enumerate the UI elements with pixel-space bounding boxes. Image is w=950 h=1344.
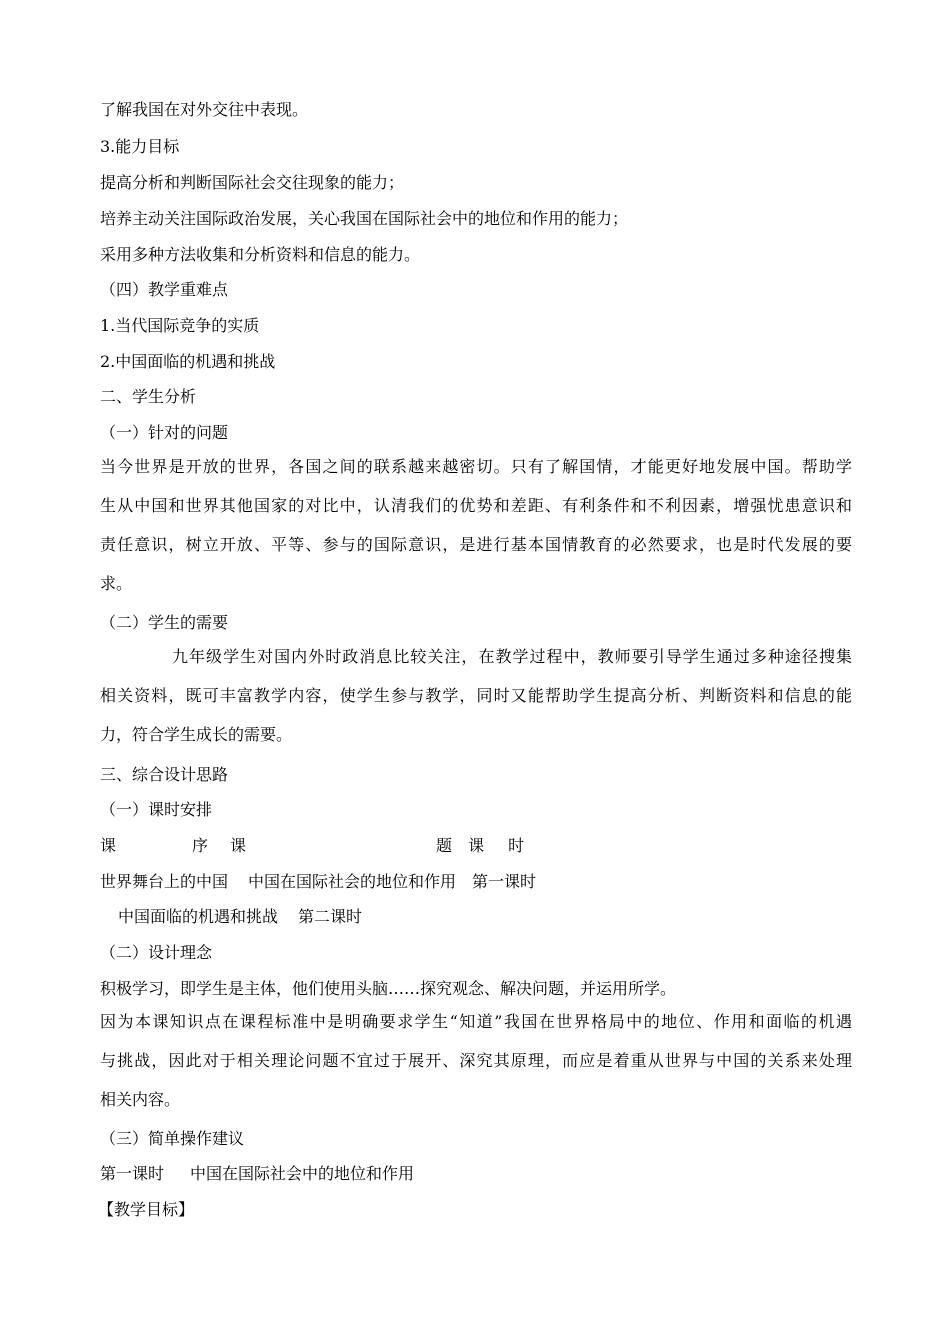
paragraph-line: 当今世界是开放的世界，各国之间的联系越来越密切。只有了解国情，才能更好地发展中国。帮助学 [100, 457, 852, 476]
subheading-target-problem: （一）针对的问题 [100, 423, 229, 442]
lesson-title-line [100, 1164, 414, 1184]
table-row [118, 907, 362, 927]
header-char: 时 [508, 836, 525, 855]
list-item: 1.当代国际竞争的实质 [100, 316, 260, 335]
list-item: 2.中国面临的机遇和挑战 [100, 352, 276, 371]
subheading-operation-suggestions: （三）简单操作建议 [100, 1129, 245, 1148]
section-heading-design: 三、综合设计思路 [100, 765, 229, 784]
text-line: 提高分析和判断国际社会交往现象的能力； [100, 173, 405, 192]
paragraph-line: 生从中国和世界其他国家的对比中，认清我们的优势和差距、有利条件和不利因素，增强忧患意识和 [100, 496, 852, 515]
paragraph-line: 相关内容。 [100, 1090, 181, 1109]
lesson-period: 第一课时 [100, 1164, 165, 1183]
text-line: 积极学习，即学生是主体，他们使用头脑……探究观念、解决问题，并运用所学。 [100, 979, 677, 998]
header-char: 课 [100, 836, 117, 855]
paragraph-line: 因为本课知识点在课程标准中是明确要求学生“知道”我国在世界格局中的地位、作用和面临的机遇 [100, 1012, 852, 1031]
paragraph-line: 责任意识，树立开放、平等、参与的国际意识，是进行基本国情教育的必然要求，也是时代发展的要 [100, 535, 852, 554]
subheading-schedule: （一）课时安排 [100, 800, 213, 819]
table-row [100, 872, 536, 892]
header-char: 题 [436, 836, 453, 855]
text-line: 采用多种方法收集和分析资料和信息的能力。 [100, 245, 421, 264]
subheading-teaching-goals: 【教学目标】 [98, 1200, 195, 1219]
header-char: 序 [192, 836, 209, 855]
topic-cell: 中国面临的机遇和挑战 [118, 907, 279, 926]
paragraph-design-concept [100, 1002, 852, 1119]
header-char: 课 [468, 836, 485, 855]
paragraph-line: 相关资料，既可丰富教学内容，使学生参与教学，同时又能帮助学生提高分析、判断资料和信息的能 [100, 686, 852, 705]
subheading-design-concept: （二）设计理念 [100, 943, 213, 962]
header-char: 课 [230, 836, 247, 855]
period-cell: 第一课时 [472, 872, 537, 891]
unit-cell: 世界舞台上的中国 [100, 872, 229, 891]
text-line: 培养主动关注国际政治发展，关心我国在国际社会中的地位和作用的能力； [100, 209, 629, 228]
paragraph-line: 力，符合学生成长的需要。 [100, 725, 293, 744]
paragraph-line: 求。 [100, 574, 133, 593]
section-heading-student-analysis: 二、学生分析 [100, 387, 197, 406]
section-heading-key-points: （四）教学重难点 [100, 280, 229, 299]
paragraph-target-problem [100, 447, 852, 603]
text-line: 了解我国在对外交往中表现。 [100, 100, 309, 119]
paragraph-student-needs [100, 637, 852, 754]
topic-cell: 中国在国际社会的地位和作用 [248, 872, 457, 891]
period-cell: 第二课时 [298, 907, 363, 926]
table-header-row [100, 836, 524, 856]
lesson-title: 中国在国际社会中的地位和作用 [190, 1164, 415, 1183]
subheading-ability-goals: 3.能力目标 [100, 137, 180, 156]
paragraph-line: 与挑战，因此对于相关理论问题不宜过于展开、深究其原理，而应是着重从世界与中国的关系来处理 [100, 1051, 852, 1070]
subheading-student-needs: （二）学生的需要 [100, 613, 229, 632]
paragraph-line: 九年级学生对国内外时政消息比较关注，在教学过程中，教师要引导学生通过多种途径搜集 [172, 647, 852, 666]
